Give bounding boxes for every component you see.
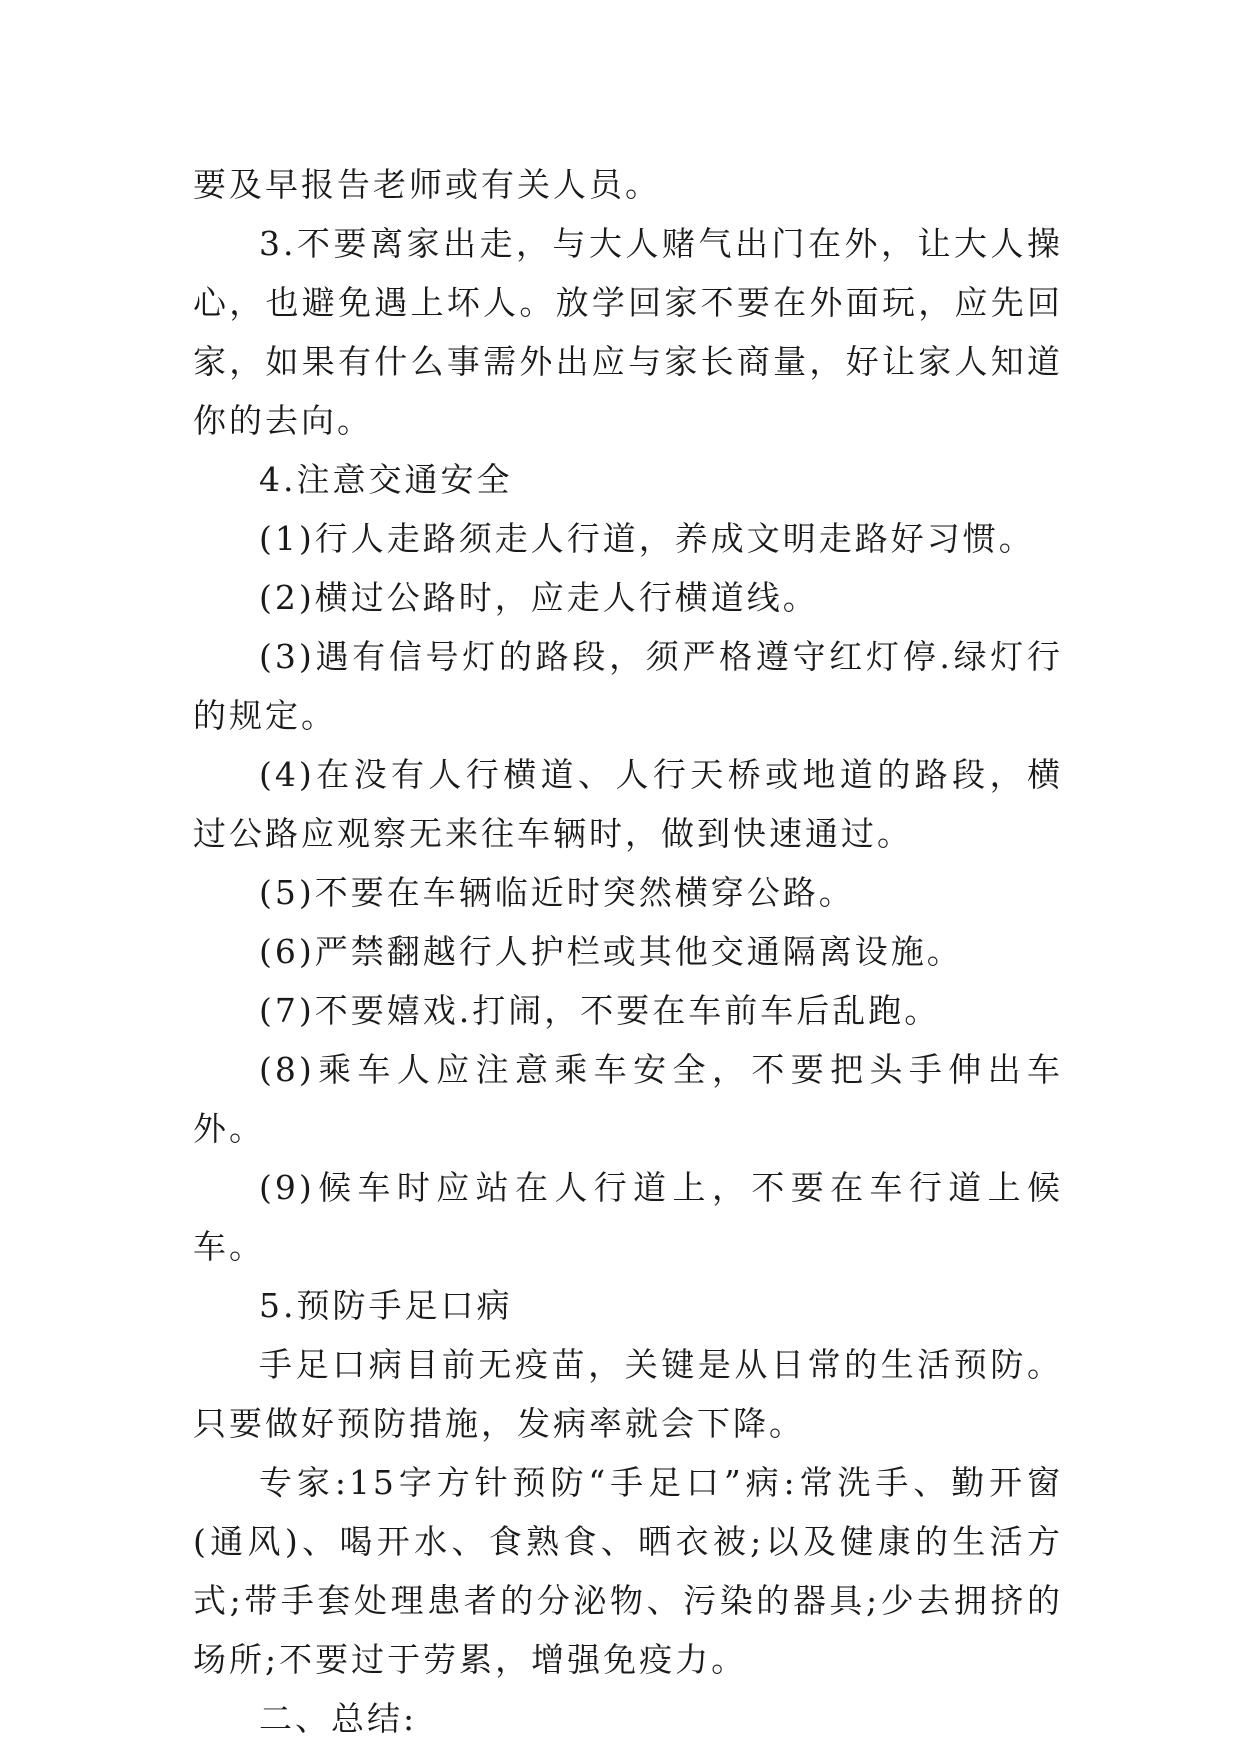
list-item: (3)遇有信号灯的路段，须严格遵守红灯停.绿灯行的规定。 bbox=[193, 637, 1063, 735]
paragraph: 要及早报告老师或有关人员。 bbox=[193, 165, 661, 204]
paragraph: 专家:15字方针预防“手足口”病:常洗手、勤开窗(通风)、喝开水、食熟食、晒衣被;以及健康的生活方式;带手套处理患者的分泌物、污染的器具;少去拥挤的场所;不要过于劳累，增强免疫力。 bbox=[193, 1463, 1063, 1679]
paragraph: 手足口病目前无疫苗，关键是从日常的生活预防。只要做好预防措施，发病率就会下降。 bbox=[193, 1345, 1063, 1443]
list-item: (2)横过公路时，应走人行横道线。 bbox=[259, 578, 819, 617]
document-body bbox=[193, 155, 1063, 1748]
section-heading: 二、总结: bbox=[259, 1699, 418, 1738]
section-heading: 4.注意交通安全 bbox=[259, 460, 513, 499]
list-item: (9)候车时应站在人行道上，不要在车行道上候车。 bbox=[193, 1168, 1063, 1266]
list-item: (7)不要嬉戏.打闹，不要在车前车后乱跑。 bbox=[259, 991, 941, 1030]
paragraph: 3.不要离家出走，与大人赌气出门在外，让大人操心，也避免遇上坏人。放学回家不要在外面玩，应先回家，如果有什么事需外出应与家长商量，好让家人知道你的去向。 bbox=[193, 224, 1063, 440]
list-item: (4)在没有人行横道、人行天桥或地道的路段，横过公路应观察无来往车辆时，做到快速通过。 bbox=[193, 755, 1063, 853]
section-heading: 5.预防手足口病 bbox=[259, 1286, 513, 1325]
list-item: (6)严禁翻越行人护栏或其他交通隔离设施。 bbox=[259, 932, 963, 971]
list-item: (8)乘车人应注意乘车安全，不要把头手伸出车外。 bbox=[193, 1050, 1063, 1148]
list-item: (5)不要在车辆临近时突然横穿公路。 bbox=[259, 873, 855, 912]
list-item: (1)行人走路须走人行道，养成文明走路好习惯。 bbox=[259, 519, 1035, 558]
